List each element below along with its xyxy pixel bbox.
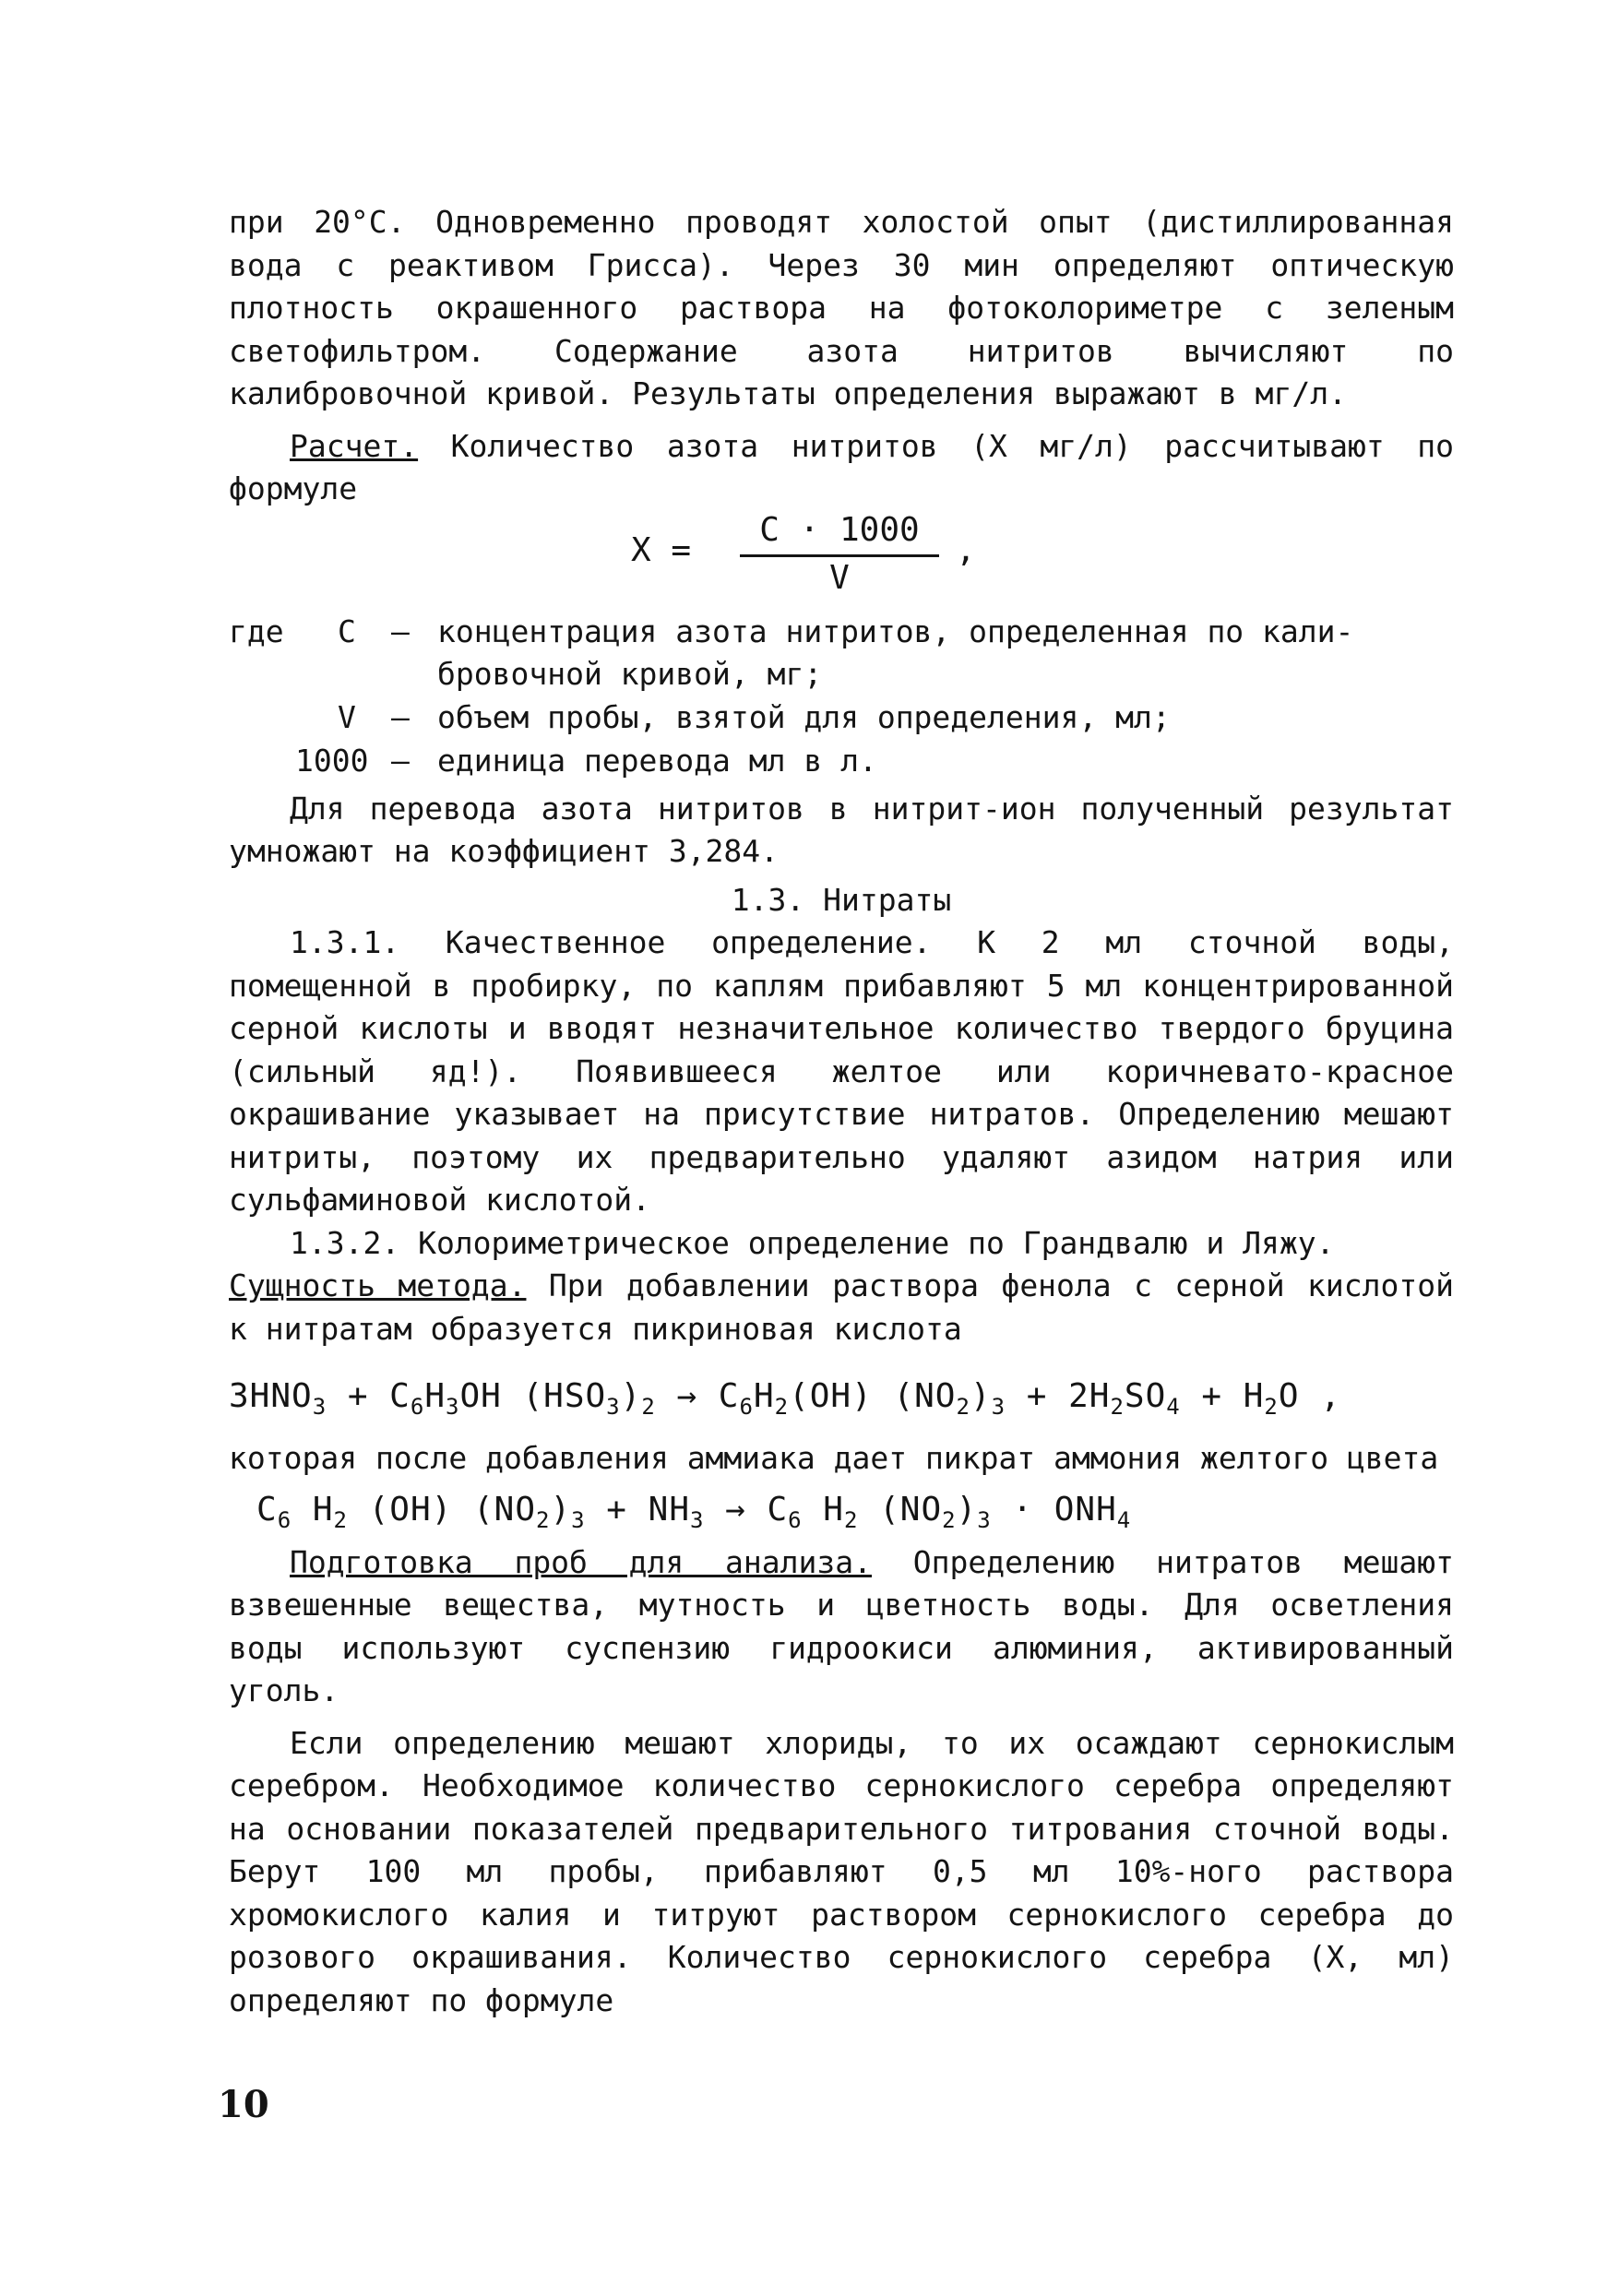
page-content bbox=[229, 201, 1454, 2022]
definition-dash-v: – bbox=[391, 698, 410, 735]
formula-tail: , bbox=[956, 530, 976, 569]
definition-symbol-1000: 1000 bbox=[295, 742, 369, 779]
definition-symbol-v: V bbox=[338, 698, 356, 735]
definition-text-c-cont: бровочной кривой, мг; bbox=[437, 655, 823, 692]
paragraph-sample-prep bbox=[229, 1541, 1454, 1713]
paragraph-procedure: при 20°С. Одновременно проводят холостой опыт (дистиллированная вода с реактивом Грисса). Через 30 мин определяют оптическую плотность окрашенного раствора на фотоколориметре с зеленым светофильтром. Содержание азота нитритов вычисляют по калибровочной кривой. Результаты определения выражают в мг/л. bbox=[229, 204, 1454, 411]
definition-text-v: объем пробы, взятой для определения, мл; bbox=[437, 698, 1171, 735]
definition-symbol-c: С bbox=[338, 613, 356, 649]
calculation-text: Количество азота нитритов (X мг/л) рассчитывают по формуле bbox=[229, 427, 1454, 506]
reaction-arrow-icon: → bbox=[655, 1377, 719, 1415]
formula-fraction bbox=[740, 511, 939, 597]
essence-label: Сущность метода. bbox=[229, 1267, 527, 1303]
paragraph-essence bbox=[229, 1265, 1454, 1350]
section-heading-nitrates: 1.3. Нитраты bbox=[731, 881, 952, 918]
reaction-equation-ammonium-picrate: $C_6$ $H_2$ (OH) $(NO_2)_3 + NH_3 \to C_6$ $H_2$ $(NO_2)_3 \cdot ONH_4$ bbox=[256, 1490, 1132, 1533]
reaction-arrow-icon: → bbox=[704, 1490, 768, 1529]
nitrite-formula bbox=[229, 511, 1454, 611]
reaction-equation-picric-acid: $3HNO_3 + C_6H_3OH$ $(HSO_3)_2 \to C_6H_2(OH) (NO_2)_3 + 2H_2SO_4 + H_2O$ , bbox=[229, 1377, 1341, 1420]
paragraph-colorimetric-title: 1.3.2. Колориметрическое определение по Грандвалю и Ляжу. bbox=[290, 1224, 1335, 1261]
definitions-where: где bbox=[229, 613, 284, 649]
definition-text-c: концентрация азота нитритов, определенная по кали- bbox=[437, 613, 1354, 649]
sample-prep-label: Подготовка проб для анализа. bbox=[290, 1543, 872, 1580]
formula-lhs: X = bbox=[631, 530, 692, 569]
formula-denominator: V bbox=[829, 558, 850, 597]
definition-text-1000: единица перевода мл в л. bbox=[437, 742, 877, 779]
paragraph-ammonia: которая после добавления аммиака дает пикрат аммония желтого цвета bbox=[229, 1440, 1439, 1476]
formula-numerator: С · 1000 bbox=[740, 511, 939, 557]
paragraph-calculation bbox=[229, 425, 1454, 511]
formula-definitions bbox=[229, 611, 1454, 788]
paragraph-qualitative: 1.3.1. Качественное определение. К 2 мл сточной воды, помещенной в пробирку, по каплям прибавляют 5 мл концентрированной серной кислоты и вводят незначительное количество твердого бруцина (сильный яд!). Появившееся желтое или коричневато-красное окрашивание указывает на присутствие нитратов. Определению мешают нитриты, поэтому их предварительно удаляют азидом натрия или сульфаминовой кислотой. bbox=[229, 924, 1454, 1218]
calculation-label: Расчет. bbox=[290, 427, 419, 464]
page-number: 10 bbox=[218, 2083, 269, 2126]
paragraph-conversion: Для перевода азота нитритов в нитрит-ион полученный результат умножают на коэффициент 3,284. bbox=[229, 790, 1454, 869]
sample-prep-text: Определению нитратов мешают взвешенные вещества, мутность и цветность воды. Для осветления воды используют суспензию гидроокиси алюминия, активированный уголь. bbox=[229, 1543, 1454, 1708]
essence-text: При добавлении раствора фенола с серной кислотой к нитратам образуется пикриновая кислота bbox=[229, 1267, 1454, 1347]
paragraph-chlorides: Если определению мешают хлориды, то их осаждают сернокислым серебром. Необходимое количество сернокислого серебра определяют на основании показателей предварительного титрования сточной воды. Берут 100 мл пробы, прибавляют 0,5 мл 10%-ного раствора хромокислого калия и титруют раствором сернокислого серебра до розового окрашивания. Количество сернокислого серебра (X, мл) определяют по формуле bbox=[229, 1724, 1454, 2018]
definition-dash-c: – bbox=[391, 613, 410, 649]
definition-dash-1000: – bbox=[391, 742, 410, 779]
